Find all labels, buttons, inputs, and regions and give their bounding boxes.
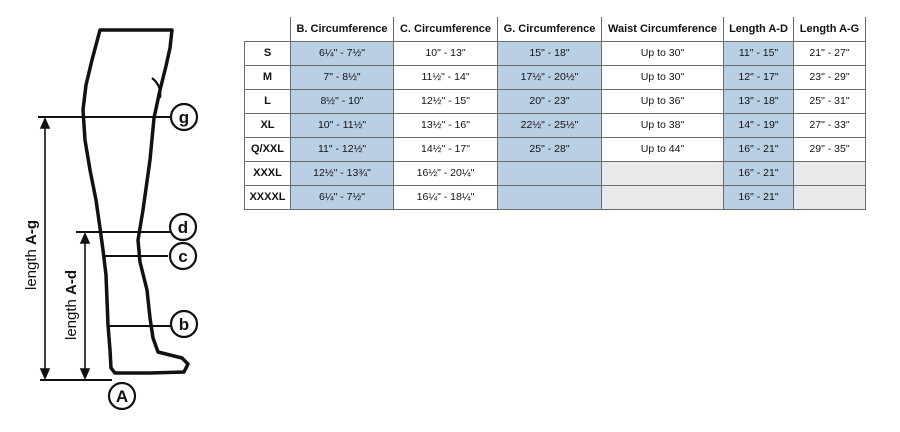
table-cell: 16" - 21" — [724, 137, 794, 161]
table-row — [245, 65, 866, 89]
size-label-cell: XL — [245, 113, 291, 137]
header-cell-c-circumference: C. Circumference — [394, 17, 498, 41]
table-cell — [498, 185, 602, 209]
header-cell-length-ag: Length A-G — [794, 17, 866, 41]
size-label-cell: XXXL — [245, 161, 291, 185]
table-cell: 12" - 17" — [724, 65, 794, 89]
table-cell: 13" - 18" — [724, 89, 794, 113]
length-ad-arrow — [81, 234, 89, 378]
header-cell-corner — [245, 17, 291, 41]
table-row — [245, 137, 866, 161]
table-cell: 8½" - 10" — [291, 89, 394, 113]
table-cell: 27" - 33" — [794, 113, 866, 137]
size-label-cell: Q/XXL — [245, 137, 291, 161]
table-cell: 14" - 19" — [724, 113, 794, 137]
table-row — [245, 113, 866, 137]
header-cell-waist-circumference: Waist Circumference — [602, 17, 724, 41]
table-cell: 22½" - 25½" — [498, 113, 602, 137]
table-cell: Up to 30" — [602, 65, 724, 89]
table-cell — [498, 161, 602, 185]
size-chart-table — [244, 17, 866, 210]
size-label-cell: L — [245, 89, 291, 113]
length-ad-label: length A-d — [63, 269, 80, 341]
table-cell: 25" - 28" — [498, 137, 602, 161]
table-cell: 21" - 27" — [794, 41, 866, 65]
table-cell: Up to 36" — [602, 89, 724, 113]
table-cell: Up to 30" — [602, 41, 724, 65]
table-cell — [602, 161, 724, 185]
leg-measurement-diagram — [0, 0, 240, 432]
table-cell — [794, 161, 866, 185]
marker-b — [171, 311, 197, 337]
table-row — [245, 185, 866, 209]
svg-text:b: b — [178, 315, 190, 334]
table-row — [245, 89, 866, 113]
table-cell: 11" - 15" — [724, 41, 794, 65]
marker-c — [170, 243, 196, 269]
table-cell: 11½" - 14" — [394, 65, 498, 89]
table-row — [245, 41, 866, 65]
table-cell: 10" - 13" — [394, 41, 498, 65]
table-cell: 13½" - 16" — [394, 113, 498, 137]
length-ag-label: length A-g — [23, 219, 40, 291]
marker-g — [166, 104, 197, 130]
header-cell-length-ad: Length A-D — [724, 17, 794, 41]
table-cell — [794, 185, 866, 209]
table-cell: 29" - 35" — [794, 137, 866, 161]
size-label-cell: S — [245, 41, 291, 65]
svg-text:g: g — [178, 108, 190, 127]
table-cell: 16¼" - 18¼" — [394, 185, 498, 209]
marker-a — [109, 383, 135, 409]
table-cell: 16" - 21" — [724, 185, 794, 209]
table-cell: 10" - 11½" — [291, 113, 394, 137]
table-cell: 16½" - 20¼" — [394, 161, 498, 185]
table-cell: 15" - 18" — [498, 41, 602, 65]
table-cell: 25" - 31" — [794, 89, 866, 113]
table-cell: 11" - 12½" — [291, 137, 394, 161]
table-cell: 17½" - 20½" — [498, 65, 602, 89]
table-cell: 20" - 23" — [498, 89, 602, 113]
table-cell: 14½" - 17" — [394, 137, 498, 161]
table-row — [245, 161, 866, 185]
header-cell-b-circumference: B. Circumference — [291, 17, 394, 41]
marker-d — [170, 214, 196, 240]
svg-text:d: d — [177, 218, 189, 237]
length-ag-arrow — [41, 119, 49, 378]
table-cell: 12½" - 15" — [394, 89, 498, 113]
table-cell: 6¼" - 7½" — [291, 185, 394, 209]
table-cell: 23" - 29" — [794, 65, 866, 89]
svg-text:A: A — [115, 387, 129, 406]
header-cell-g-circumference: G. Circumference — [498, 17, 602, 41]
table-cell — [602, 185, 724, 209]
size-label-cell: M — [245, 65, 291, 89]
table-header-row — [245, 17, 866, 41]
table-cell: Up to 38" — [602, 113, 724, 137]
table-cell: 16" - 21" — [724, 161, 794, 185]
table-cell: 6¼" - 7½" — [291, 41, 394, 65]
size-label-cell: XXXXL — [245, 185, 291, 209]
table-cell: 7" - 8½" — [291, 65, 394, 89]
svg-text:c: c — [178, 247, 188, 266]
table-cell: 12½" - 13¾" — [291, 161, 394, 185]
table-cell: Up to 44" — [602, 137, 724, 161]
